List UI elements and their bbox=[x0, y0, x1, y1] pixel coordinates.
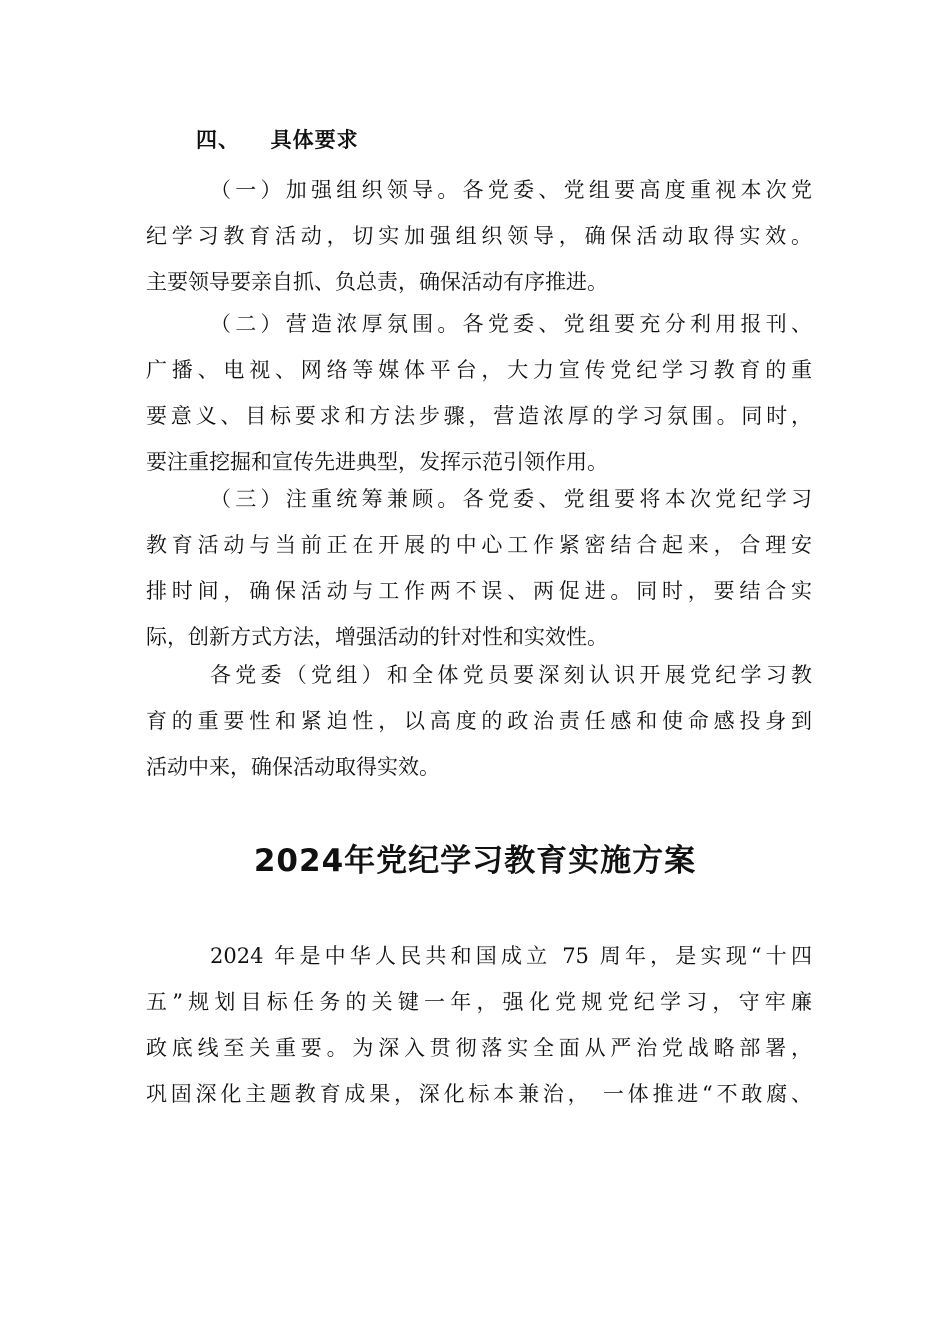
paragraph-line: 教育活动与当前正在开展的中心工作紧密结合起来，合理安 bbox=[146, 533, 812, 557]
paragraph-line: （一）加强组织领导。各党委、党组要高度重视本次党 bbox=[210, 178, 812, 202]
paragraph-1 bbox=[146, 167, 812, 305]
section-title: 具体要求 bbox=[270, 128, 359, 152]
paragraph-line: 2024 年是中华人民共和国成立 75 周年，是实现“十四 bbox=[210, 944, 812, 968]
paragraph-line: 排时间，确保活动与工作两不误、两促进。同时，要结合实 bbox=[146, 579, 812, 603]
paragraph-line: 各党委（党组）和全体党员要深刻认识开展党纪学习教 bbox=[210, 663, 812, 687]
intro-paragraph bbox=[146, 933, 812, 1117]
document-title: 2024年党纪学习教育实施方案 bbox=[253, 843, 697, 879]
paragraph-line: 广播、电视、网络等媒体平台，大力宣传党纪学习教育的重 bbox=[146, 358, 812, 382]
paragraph-line: 要注重挖掘和宣传先进典型，发挥示范引领作用。 bbox=[146, 450, 608, 474]
paragraph-line: 主要领导要亲自抓、负总责，确保活动有序推进。 bbox=[146, 270, 608, 294]
paragraph-line: 际，创新方式方法，增强活动的针对性和实效性。 bbox=[146, 625, 608, 649]
paragraph-line: 活动中来，确保活动取得实效。 bbox=[146, 755, 440, 779]
section-number: 四、 bbox=[196, 128, 240, 152]
paragraph-line: （二）营造浓厚氛围。各党委、党组要充分利用报刊、 bbox=[210, 312, 812, 336]
paragraph-line: 要意义、目标要求和方法步骤，营造浓厚的学习氛围。同时， bbox=[146, 404, 812, 428]
paragraph-line: 育的重要性和紧迫性，以高度的政治责任感和使命感投身到 bbox=[146, 709, 812, 733]
paragraph-line: 巩固深化主题教育成果，深化标本兼治， 一体推进“不敢腐、 bbox=[146, 1082, 812, 1106]
section-heading bbox=[196, 124, 359, 154]
paragraph-4 bbox=[146, 652, 812, 790]
paragraph-2 bbox=[146, 301, 812, 485]
paragraph-line: 政底线至关重要。为深入贯彻落实全面从严治党战略部署， bbox=[146, 1036, 812, 1060]
paragraph-line: （三）注重统筹兼顾。各党委、党组要将本次党纪学习 bbox=[210, 487, 812, 511]
paragraph-line: 纪学习教育活动，切实加强组织领导，确保活动取得实效。 bbox=[146, 224, 812, 248]
paragraph-3 bbox=[146, 476, 812, 660]
paragraph-line: 五”规划目标任务的关键一年，强化党规党纪学习，守牢廉 bbox=[146, 990, 812, 1014]
